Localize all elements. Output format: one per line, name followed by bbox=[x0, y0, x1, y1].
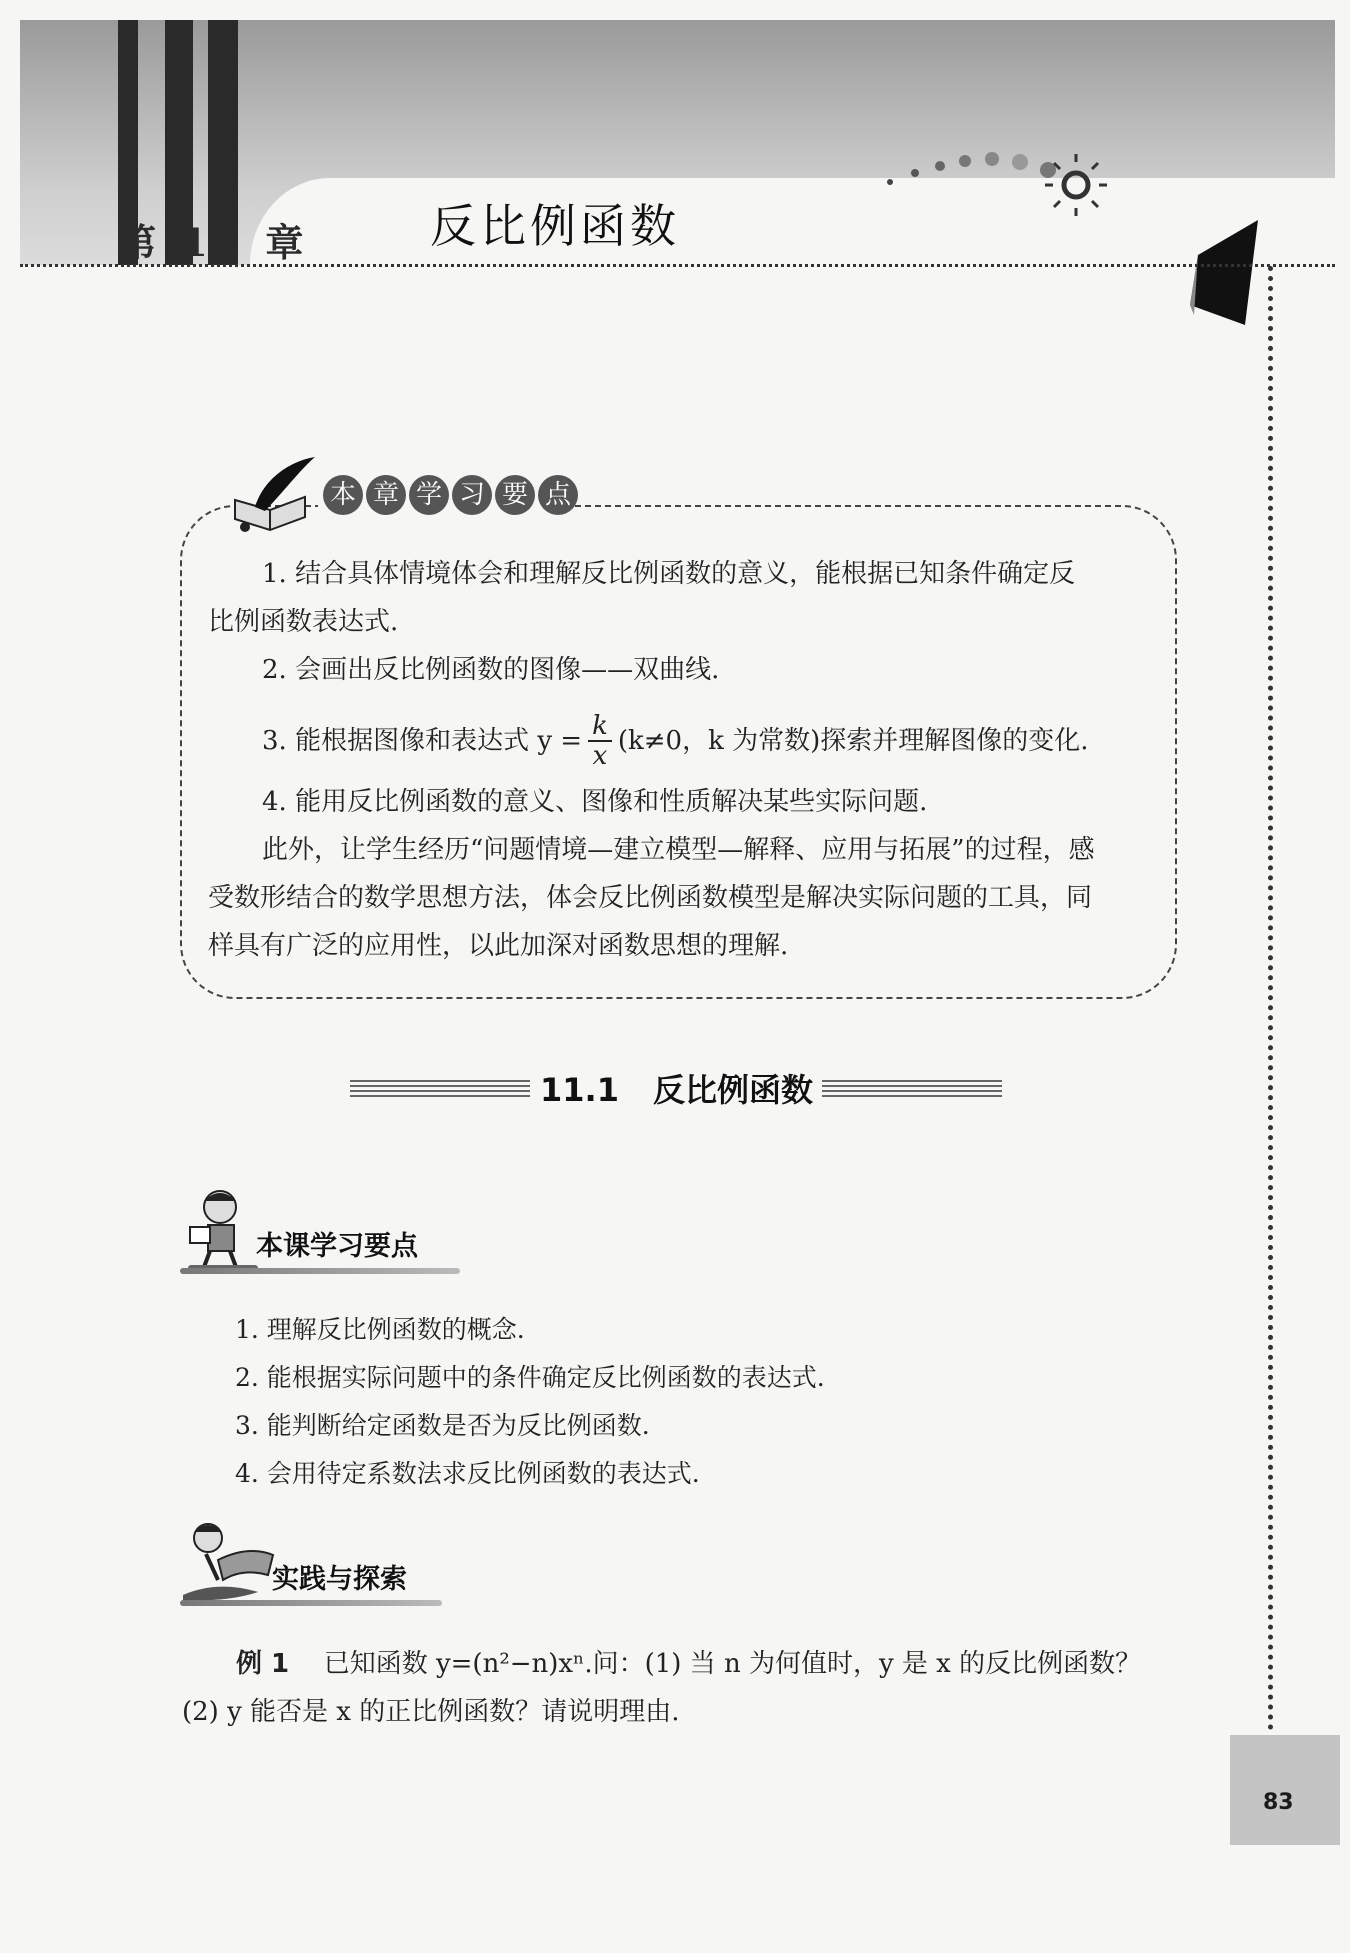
lesson-point-item: 3. 能判断给定函数是否为反比例函数. bbox=[235, 1411, 650, 1440]
fraction-denominator: x bbox=[592, 741, 608, 771]
book-quill-icon bbox=[225, 455, 320, 535]
student-reading-icon bbox=[178, 1185, 268, 1275]
chapter-point-1: 1. 结合具体情境体会和理解反比例函数的意义，能根据已知条件确定反 bbox=[262, 559, 1076, 589]
chapter-extra-line: 此外，让学生经历“问题情境—建立模型—解释、应用与拓展”的过程，感 bbox=[262, 835, 1095, 865]
page-number: 83 bbox=[1263, 1790, 1294, 1815]
example-question-cont: (2) y 能否是 x 的正比例函数？请说明理由. bbox=[182, 1697, 680, 1727]
heading-char: 章 bbox=[366, 475, 406, 515]
right-dotted-margin bbox=[1268, 266, 1273, 1731]
fraction bbox=[588, 712, 612, 770]
chapter-point-1-cont: 比例函数表达式. bbox=[208, 607, 399, 637]
chapter-extra-line: 样具有广泛的应用性，以此加深对函数思想的理解. bbox=[208, 931, 789, 961]
point-3-text-after: (k≠0，k 为常数)探索并理解图像的变化. bbox=[617, 726, 1089, 756]
heading-char: 本 bbox=[323, 475, 363, 515]
sun-dots-decoration bbox=[880, 140, 1140, 230]
corner-flag-decoration bbox=[1180, 215, 1265, 335]
heading-char: 要 bbox=[495, 475, 535, 515]
example-question: 已知函数 y=(n²−n)xⁿ.问：(1) 当 n 为何值时，y 是 x 的反比例函数？ bbox=[323, 1649, 1142, 1679]
chapter-point-4: 4. 能用反比例函数的意义、图像和性质解决某些实际问题. bbox=[262, 787, 928, 817]
chapter-extra-line: 受数形结合的数学思想方法，体会反比例函数模型是解决实际问题的工具，同 bbox=[208, 883, 1093, 913]
section-rule-right bbox=[822, 1080, 1002, 1098]
lesson-points-heading: 本课学习要点 bbox=[256, 1231, 418, 1262]
fraction-numerator: k bbox=[588, 712, 612, 742]
heading-char: 习 bbox=[452, 475, 492, 515]
heading-char: 点 bbox=[538, 475, 578, 515]
chapter-points-heading bbox=[323, 475, 581, 515]
point-3-text: 3. 能根据图像和表达式 y = bbox=[262, 726, 583, 756]
section-number: 11.1 bbox=[540, 1071, 619, 1109]
chapter-point-3 bbox=[262, 712, 1089, 770]
example-label: 例 1 bbox=[236, 1649, 290, 1679]
practice-heading: 实践与探索 bbox=[272, 1564, 407, 1595]
chapter-title: 反比例函数 bbox=[430, 199, 680, 253]
heading-underline bbox=[180, 1268, 460, 1274]
header-dotted-rule bbox=[20, 264, 1335, 267]
student-running-icon bbox=[178, 1520, 278, 1605]
heading-underline bbox=[180, 1600, 442, 1606]
lesson-point-item: 4. 会用待定系数法求反比例函数的表达式. bbox=[235, 1459, 700, 1488]
section-rule-left bbox=[350, 1080, 530, 1098]
example-1 bbox=[236, 1640, 1141, 1688]
lesson-point-item: 1. 理解反比例函数的概念. bbox=[235, 1315, 525, 1344]
lesson-point-item: 2. 能根据实际问题中的条件确定反比例函数的表达式. bbox=[235, 1363, 825, 1392]
section-name: 反比例函数 bbox=[652, 1071, 813, 1109]
heading-char: 学 bbox=[409, 475, 449, 515]
title-tab bbox=[250, 178, 1335, 265]
chapter-label: 第 11 章 bbox=[118, 220, 310, 265]
section-title bbox=[540, 1065, 813, 1111]
chapter-point-2: 2. 会画出反比例函数的图像——双曲线. bbox=[262, 655, 720, 685]
